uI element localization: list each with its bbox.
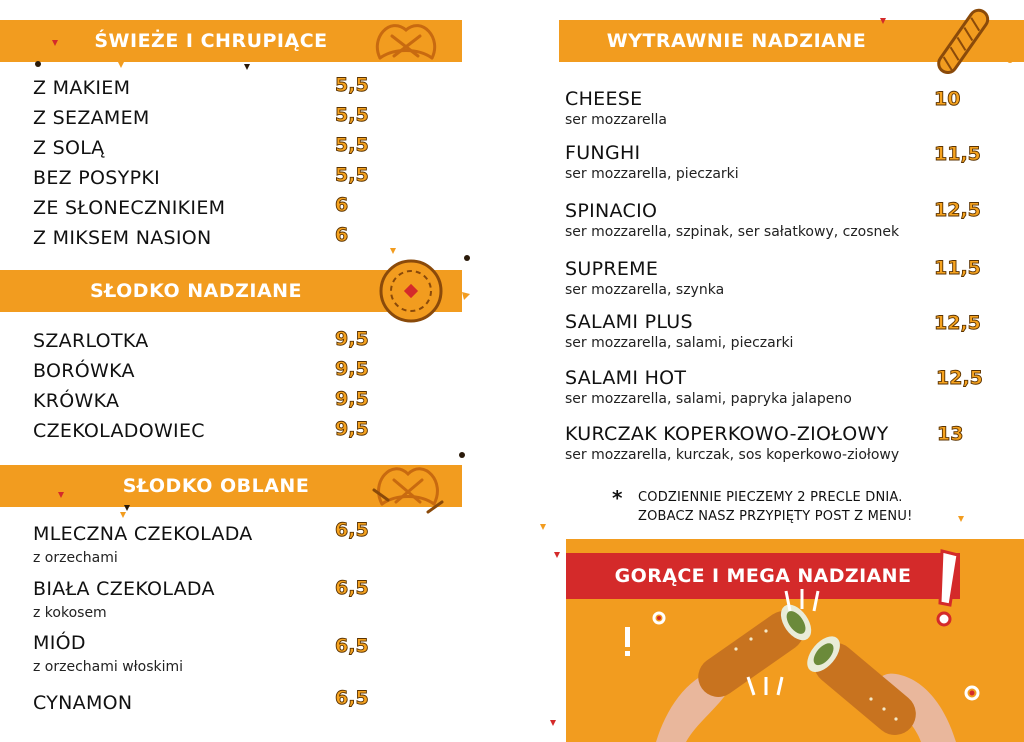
menu-item-name: CZEKOLADOWIEC bbox=[33, 420, 205, 442]
menu-item-description: ser mozzarella, szynka bbox=[565, 282, 725, 298]
menu-item-price: 12,5 bbox=[934, 199, 981, 221]
menu-item-price: 5,5 bbox=[335, 74, 369, 96]
section-title-slodko-oblane: SŁODKO OBLANE bbox=[122, 475, 310, 497]
menu-item-price: 9,5 bbox=[335, 358, 369, 380]
menu-item-price: 12,5 bbox=[936, 367, 983, 389]
section-title-swieze: ŚWIEŻE I CHRUPIĄCE bbox=[94, 30, 328, 52]
menu-item-price: 11,5 bbox=[934, 257, 981, 279]
menu-item-price: 6,5 bbox=[335, 577, 369, 599]
menu-item-name: Z SEZAMEM bbox=[33, 107, 150, 129]
menu-item-price: 9,5 bbox=[335, 328, 369, 350]
menu-item-description: z orzechami bbox=[33, 550, 118, 566]
menu-item-name: Z MIKSEM NASION bbox=[33, 227, 212, 249]
menu-item-price: 5,5 bbox=[335, 134, 369, 156]
menu-item-name: BORÓWKA bbox=[33, 360, 135, 382]
menu-item-price: 9,5 bbox=[335, 388, 369, 410]
menu-item-price: 6 bbox=[335, 194, 349, 216]
menu-item-name: SALAMI PLUS bbox=[565, 311, 693, 333]
menu-item-name: KRÓWKA bbox=[33, 390, 120, 412]
note-line-2: ZOBACZ NASZ PRZYPIĘTY POST Z MENU! bbox=[638, 509, 913, 524]
menu-item-description: ser mozzarella bbox=[565, 112, 668, 128]
menu-item-name: BEZ POSYPKI bbox=[33, 167, 160, 189]
menu-item-name: CHEESE bbox=[565, 88, 643, 110]
menu-item-name: SUPREME bbox=[565, 258, 659, 280]
menu-item-price: 6,5 bbox=[335, 687, 369, 709]
menu-item-price: 5,5 bbox=[335, 104, 369, 126]
menu-item-name: SALAMI HOT bbox=[565, 367, 687, 389]
menu-item-price: 6 bbox=[335, 224, 349, 246]
menu-item-description: z kokosem bbox=[33, 605, 107, 621]
menu-item-description: ser mozzarella, szpinak, ser sałatkowy, czosnek bbox=[565, 224, 900, 240]
menu-item-name: FUNGHI bbox=[565, 142, 641, 164]
menu-item-name: CYNAMON bbox=[33, 692, 133, 714]
menu-item-description: ser mozzarella, salami, pieczarki bbox=[565, 335, 794, 351]
menu-item-name: Z MAKIEM bbox=[33, 77, 131, 99]
menu-item-name: ZE SŁONECZNIKIEM bbox=[33, 197, 226, 219]
note-asterisk: * bbox=[612, 486, 623, 510]
menu-item-price: 5,5 bbox=[335, 164, 369, 186]
menu-item-description: z orzechami włoskimi bbox=[33, 659, 184, 675]
menu-item-name: KURCZAK KOPERKOWO-ZIOŁOWY bbox=[565, 423, 889, 445]
menu-item-name: SZARLOTKA bbox=[33, 330, 149, 352]
menu-item-name: MIÓD bbox=[33, 632, 86, 654]
menu-item-name: Z SOLĄ bbox=[33, 137, 105, 159]
menu-item-price: 12,5 bbox=[934, 312, 981, 334]
menu-item-price: 6,5 bbox=[335, 635, 369, 657]
menu-item-price: 13 bbox=[937, 423, 964, 445]
menu-item-price: 11,5 bbox=[934, 143, 981, 165]
menu-item-price: 10 bbox=[934, 88, 961, 110]
menu-item-name: MLECZNA CZEKOLADA bbox=[33, 523, 253, 545]
menu-item-description: ser mozzarella, salami, papryka jalapeno bbox=[565, 391, 852, 407]
menu-item-price: 9,5 bbox=[335, 418, 369, 440]
note-line-1: CODZIENNIE PIECZEMY 2 PRECLE DNIA. bbox=[638, 490, 903, 505]
menu-item-description: ser mozzarella, kurczak, sos koperkowo-ziołowy bbox=[565, 447, 900, 463]
menu-item-description: ser mozzarella, pieczarki bbox=[565, 166, 739, 182]
section-title-wytrawnie: WYTRAWNIE NADZIANE bbox=[606, 30, 867, 52]
menu-item-name: SPINACIO bbox=[565, 200, 658, 222]
promo-title: GORĄCE I MEGA NADZIANE bbox=[614, 565, 912, 587]
section-title-slodko-nadziane: SŁODKO NADZIANE bbox=[89, 280, 303, 302]
menu-item-name: BIAŁA CZEKOLADA bbox=[33, 578, 215, 600]
menu-item-price: 6,5 bbox=[335, 519, 369, 541]
